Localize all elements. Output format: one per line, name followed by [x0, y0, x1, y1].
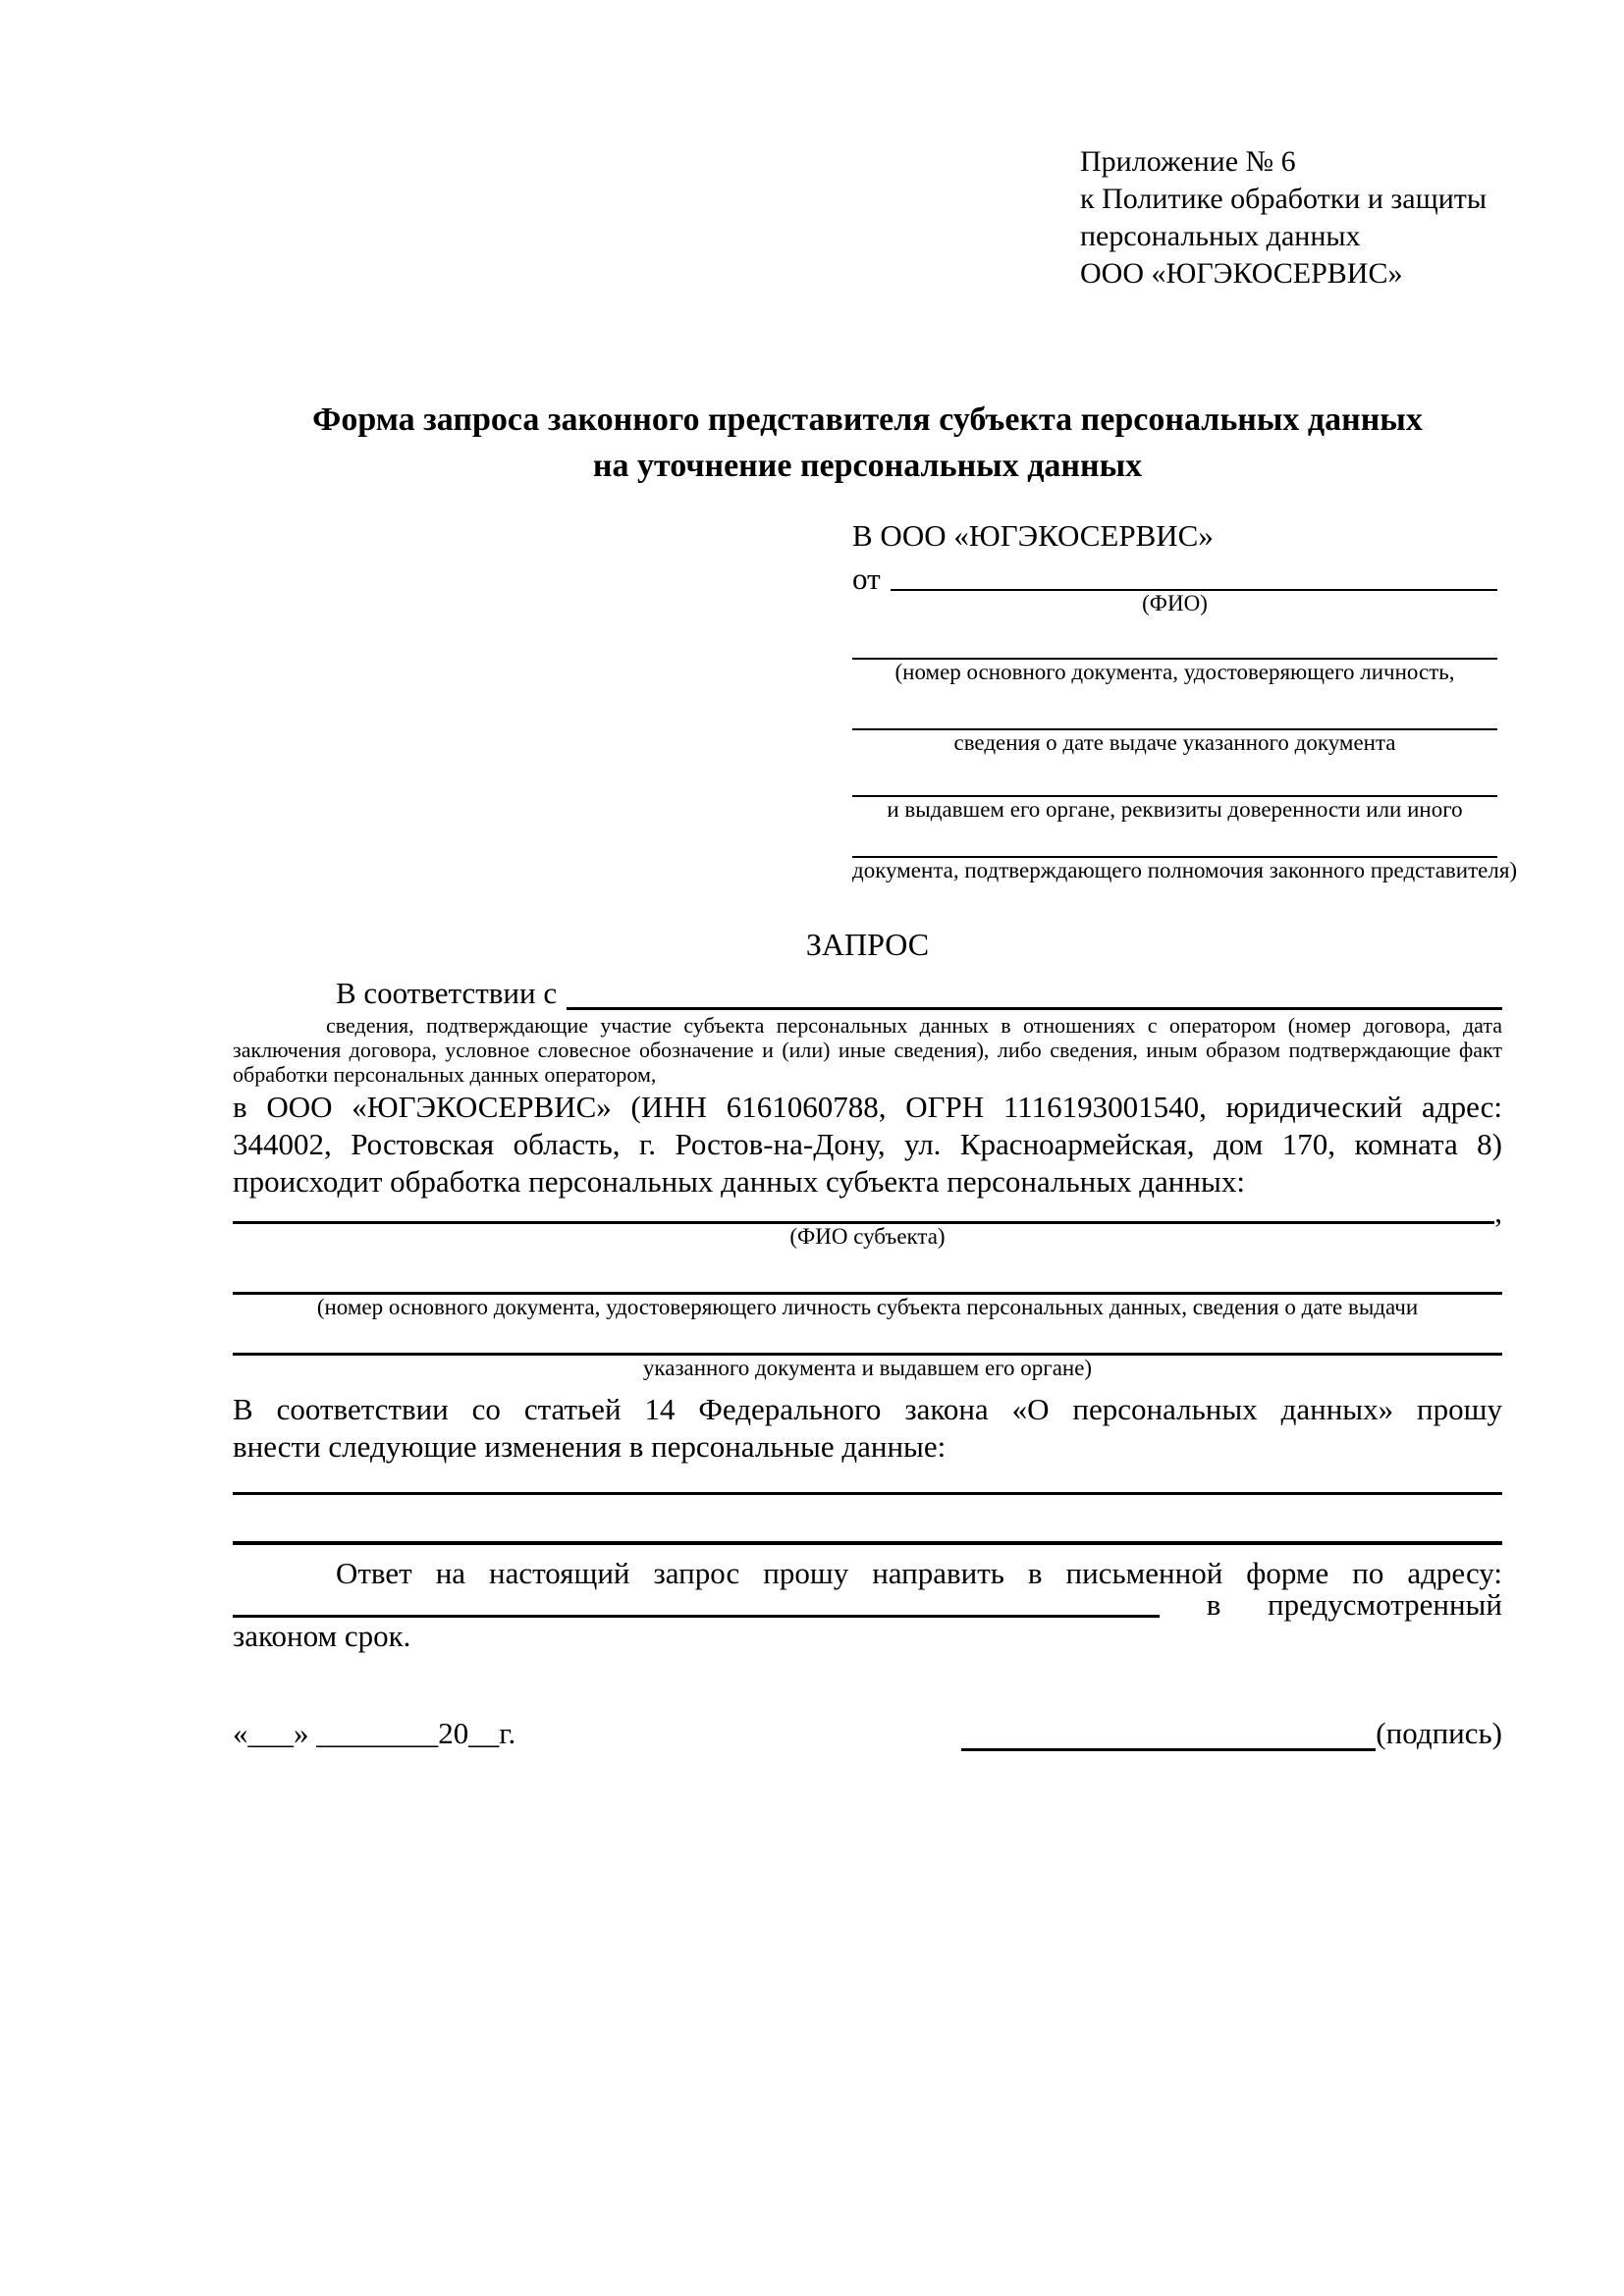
document-number-caption: (номер основного документа, удостоверяющего личность, [894, 660, 1455, 684]
subject-document-caption: (номер основного документа, удостоверяющего личность субъекта персональных данных, сведения о дате выдачи [316, 1295, 1419, 1319]
appendix-note [1080, 143, 1487, 293]
issue-date-fill-line [852, 685, 1497, 730]
article-14-line: В соответствии со статьей 14 Федерального закона «О персональных данных» прошу [233, 1392, 1502, 1426]
document-title-line: Форма запроса законного представителя субъекта персональных данных [312, 401, 1423, 438]
subject-document-authority-fill-line [233, 1320, 1502, 1356]
answer-address-fill-line [233, 1592, 1160, 1618]
appendix-line: к Политике обработки и защиты [1080, 183, 1488, 215]
fine-print-line: сведения, подтверждающие участие субъекта персональных данных в отношениях с оператором (номер договора, дата [326, 1013, 1502, 1038]
issuing-authority-fill-line [852, 756, 1497, 797]
addressee-organization: В ООО «ЮГЭКОСЕРВИС» [852, 518, 1214, 553]
answer-word-predusmotrennyi: предусмотренный [1268, 1587, 1502, 1622]
representative-authority-fill-line [852, 823, 1497, 858]
representative-authority-caption: документа, подтверждающего полномочия законного представителя) [852, 858, 1518, 882]
addressee-block [852, 518, 1518, 883]
operator-paragraph [233, 1089, 1502, 1201]
subject-fio-caption: (ФИО субъекта) [789, 1224, 946, 1249]
request-heading: ЗАПРОС [805, 927, 930, 962]
in-accordance-field-row [233, 970, 1502, 1013]
answer-term-line: законом срок. [233, 1619, 411, 1653]
operator-paragraph-line: в ООО «ЮГЭКОСЕРВИС» (ИНН 6161060788, ОГРН 1116193001540, юридический адрес: [233, 1090, 1502, 1124]
article-14-paragraph [233, 1391, 1502, 1466]
operator-paragraph-line: происходит обработка персональных данных субъекта персональных данных: [233, 1164, 1245, 1199]
changes-fill-line-2 [233, 1495, 1502, 1545]
operator-paragraph-line: 344002, Ростовская область, г. Ростов-на-Дону, ул. Красноармейская, дом 170, комната 8) [233, 1127, 1502, 1161]
appendix-line: ООО «ЮГЭКОСЕРВИС» [1080, 257, 1403, 290]
document-title-line: на уточнение персональных данных [592, 448, 1143, 484]
subject-document-authority-caption: указанного документа и выдавшем его органе) [642, 1356, 1093, 1380]
from-label: от [852, 561, 881, 596]
signature-fill-line [961, 1718, 1376, 1751]
relation-fine-print [233, 1013, 1502, 1087]
subject-document-fill-line [233, 1250, 1502, 1295]
in-accordance-label: В соответствии с [336, 976, 558, 1010]
signature-caption: (подпись) [1376, 1716, 1502, 1750]
date-signature-row [233, 1712, 1502, 1751]
in-accordance-fill-line [567, 970, 1502, 1010]
subject-name-field-row [233, 1195, 1502, 1229]
fio-caption: (ФИО) [1142, 591, 1208, 615]
issue-date-caption: сведения о дате выдаче указанного документа [953, 730, 1396, 755]
from-field-row [852, 561, 1497, 596]
signature-block [961, 1716, 1502, 1751]
document-title [233, 397, 1502, 489]
trailing-comma: , [1494, 1195, 1502, 1229]
article-14-line: внести следующие изменения в персональные данные: [233, 1429, 947, 1464]
appendix-line: персональных данных [1080, 220, 1361, 252]
document-number-fill-line [852, 616, 1497, 660]
date-blank: «___» ________20__г. [233, 1716, 516, 1750]
request-body [233, 927, 1502, 1751]
from-fill-line [891, 561, 1497, 591]
fine-print-line: заключения договора, условное словесное обозначение и (или) иные сведения), либо сведения, иным образом подтверждающие факт [233, 1038, 1502, 1062]
answer-word-v: в [1206, 1587, 1221, 1622]
changes-fill-line-1 [233, 1466, 1502, 1495]
fine-print-line: обработки персональных данных оператором, [233, 1062, 657, 1087]
answer-address-field-row [233, 1587, 1502, 1622]
answer-request-line: Ответ на настоящий запрос прошу направить в письменной форме по адресу: [336, 1556, 1502, 1590]
issuing-authority-caption: и выдавшем его органе, реквизиты доверенности или иного [887, 797, 1463, 822]
appendix-line: Приложение № 6 [1080, 145, 1296, 178]
